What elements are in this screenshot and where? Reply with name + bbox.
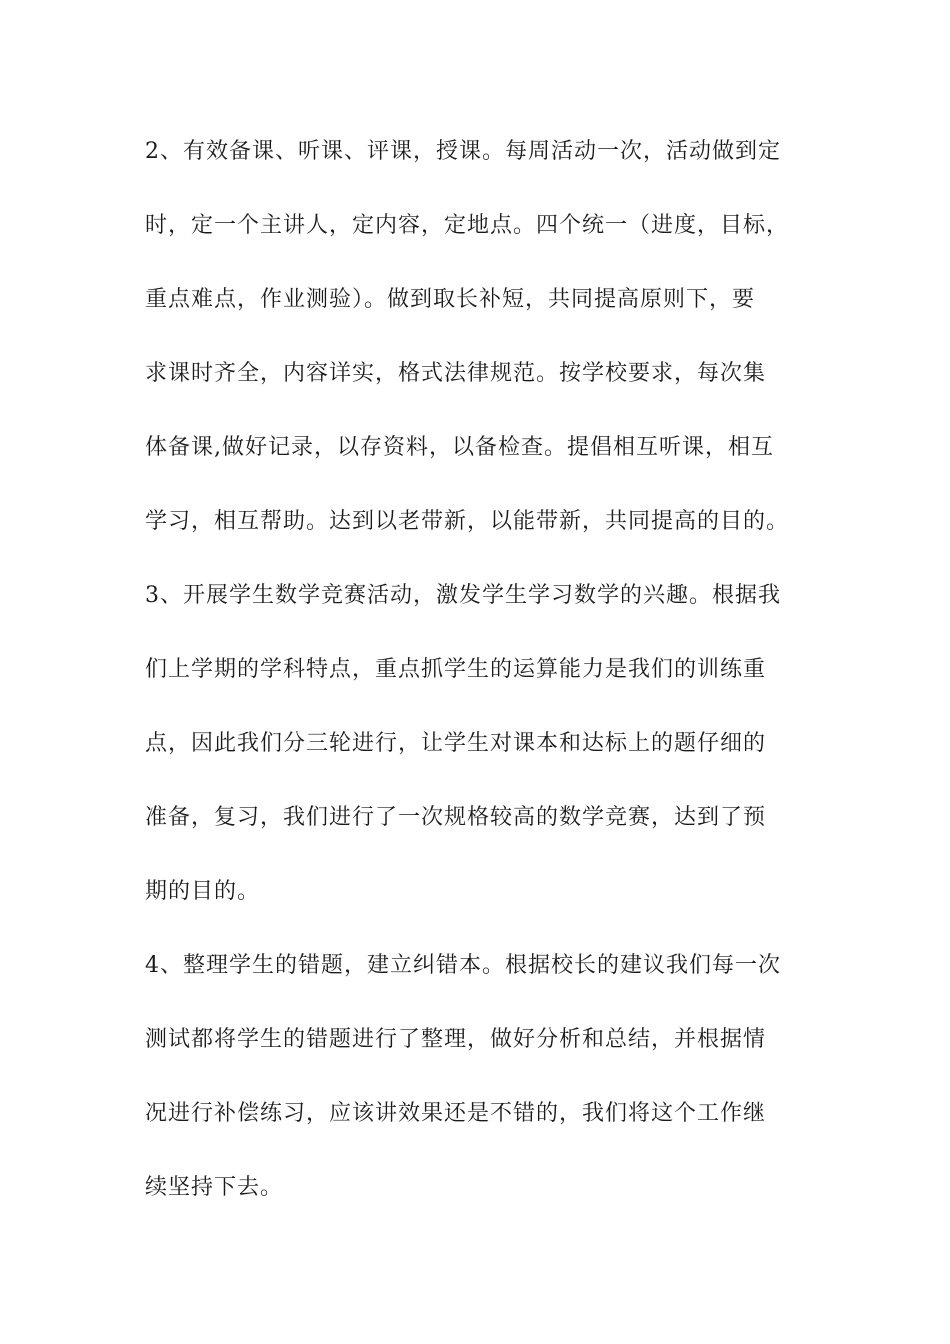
text-line-14: 况进行补偿练习，应该讲效果还是不错的，我们将这个工作继 bbox=[145, 1101, 767, 1126]
text-line-10: 准备，复习，我们进行了一次规格较高的数学竞赛，达到了预 bbox=[145, 805, 767, 830]
text-line-6: 学习，相互帮助。达到以老带新，以能带新，共同提高的目的。 bbox=[145, 509, 790, 534]
text-line-3: 重点难点，作业测验）。做到取长补短，共同提高原则下，要 bbox=[145, 287, 756, 312]
text-line-15: 续坚持下去。 bbox=[145, 1175, 284, 1200]
text-line-11: 期的目的。 bbox=[145, 879, 261, 904]
text-line-8: 们上学期的学科特点，重点抓学生的运算能力是我们的训练重 bbox=[145, 657, 767, 682]
text-line-5: 体备课,做好记录，以存资料，以备检查。提倡相互听课，相互 bbox=[145, 435, 774, 460]
text-line-1: 2、有效备课、听课、评课，授课。每周活动一次，活动做到定 bbox=[145, 139, 781, 164]
text-line-12: 4、整理学生的错题，建立纠错本。根据校长的建议我们每一次 bbox=[145, 953, 781, 978]
text-line-7: 3、开展学生数学竞赛活动，激发学生学习数学的兴趣。根据我 bbox=[145, 583, 781, 608]
document-body bbox=[145, 133, 835, 1206]
text-line-4: 求课时齐全，内容详实，格式法律规范。按学校要求，每次集 bbox=[145, 361, 767, 386]
text-line-2: 时，定一个主讲人，定内容，定地点。四个统一（进度，目标， bbox=[145, 213, 790, 238]
text-line-9: 点，因此我们分三轮进行，让学生对课本和达标上的题仔细的 bbox=[145, 731, 767, 756]
text-line-13: 测试都将学生的错题进行了整理，做好分析和总结，并根据情 bbox=[145, 1027, 767, 1052]
